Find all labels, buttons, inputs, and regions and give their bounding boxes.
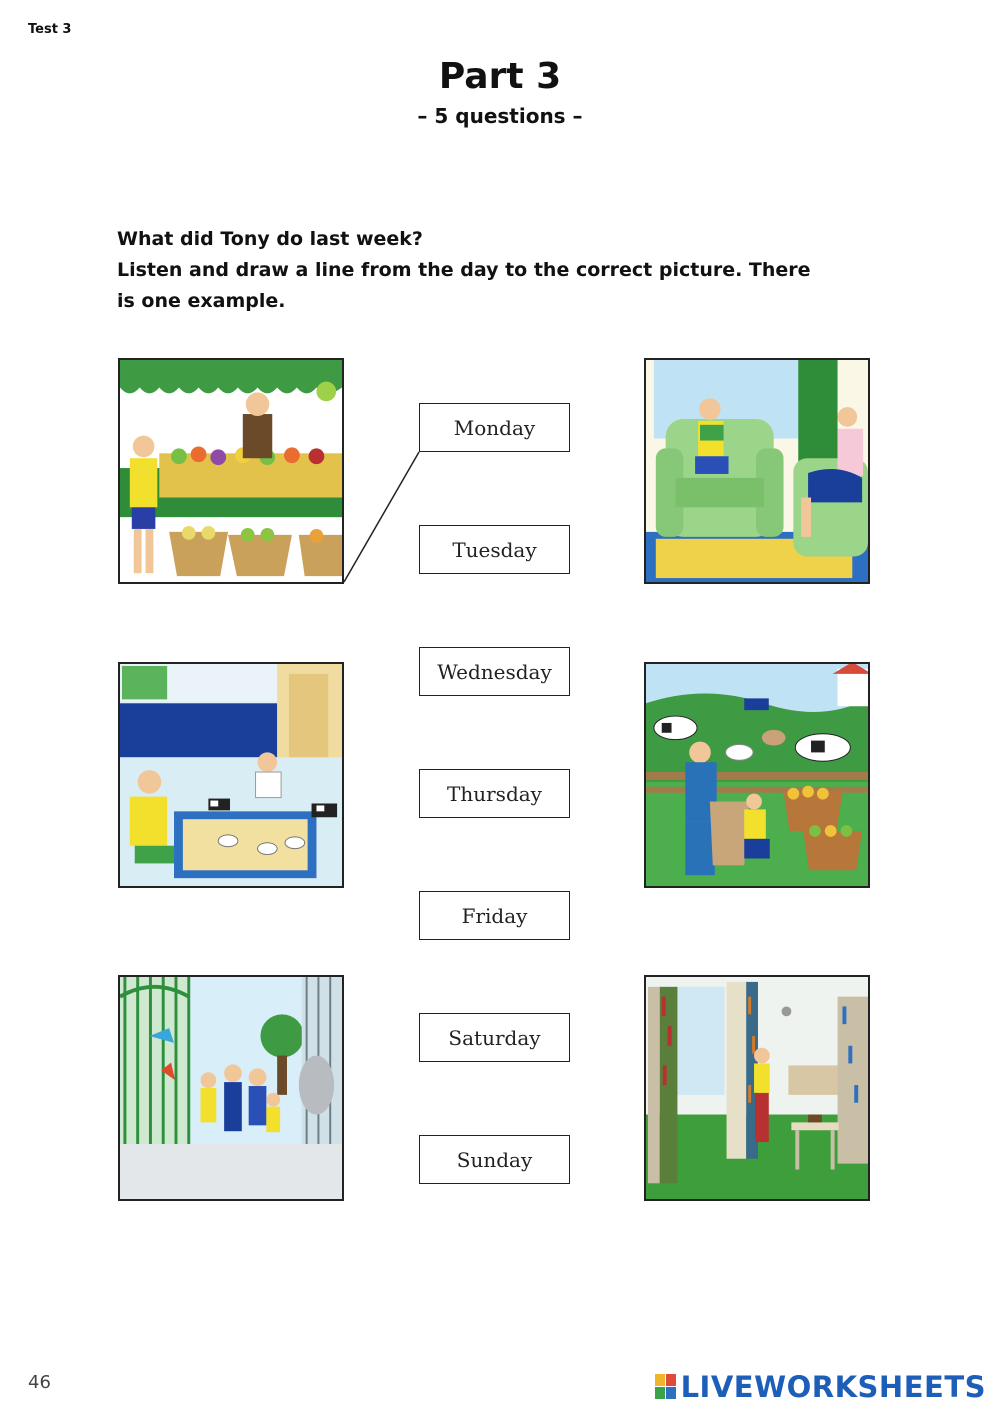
market-stall-icon <box>120 360 342 582</box>
farm-harvest-icon <box>646 664 868 886</box>
day-box-thursday[interactable]: Thursday <box>419 769 570 818</box>
test-label: Test 3 <box>28 22 72 37</box>
page-number: 46 <box>28 1372 51 1393</box>
liveworksheets-logo-icon <box>655 1374 677 1400</box>
library-picture[interactable] <box>644 975 870 1201</box>
day-box-saturday[interactable]: Saturday <box>419 1013 570 1062</box>
reading-picture[interactable] <box>644 358 870 584</box>
instructions <box>117 224 877 317</box>
day-box-sunday[interactable]: Sunday <box>419 1135 570 1184</box>
reading-armchair-icon <box>646 360 868 582</box>
zoo-picture[interactable] <box>118 975 344 1201</box>
library-icon <box>646 977 868 1199</box>
part-title: Part 3 <box>438 56 562 97</box>
toy-farm-playroom-icon <box>120 664 342 886</box>
brand-logo <box>655 1370 986 1404</box>
day-box-tuesday[interactable]: Tuesday <box>419 525 570 574</box>
brand-name: LIVEWORKSHEETS <box>680 1370 986 1404</box>
day-box-monday[interactable]: Monday <box>419 403 570 452</box>
instruction-question: What did Tony do last week? <box>117 228 423 250</box>
zoo-visit-icon <box>120 977 342 1199</box>
toy-farm-picture[interactable] <box>118 662 344 888</box>
day-box-wednesday[interactable]: Wednesday <box>419 647 570 696</box>
part-subtitle: – 5 questions – <box>417 104 583 128</box>
farm-picture[interactable] <box>644 662 870 888</box>
day-box-friday[interactable]: Friday <box>419 891 570 940</box>
instruction-line-3: is one example. <box>117 290 286 312</box>
instruction-line-2: Listen and draw a line from the day to the correct picture. There <box>117 259 811 281</box>
market-stall-picture[interactable] <box>118 358 344 584</box>
